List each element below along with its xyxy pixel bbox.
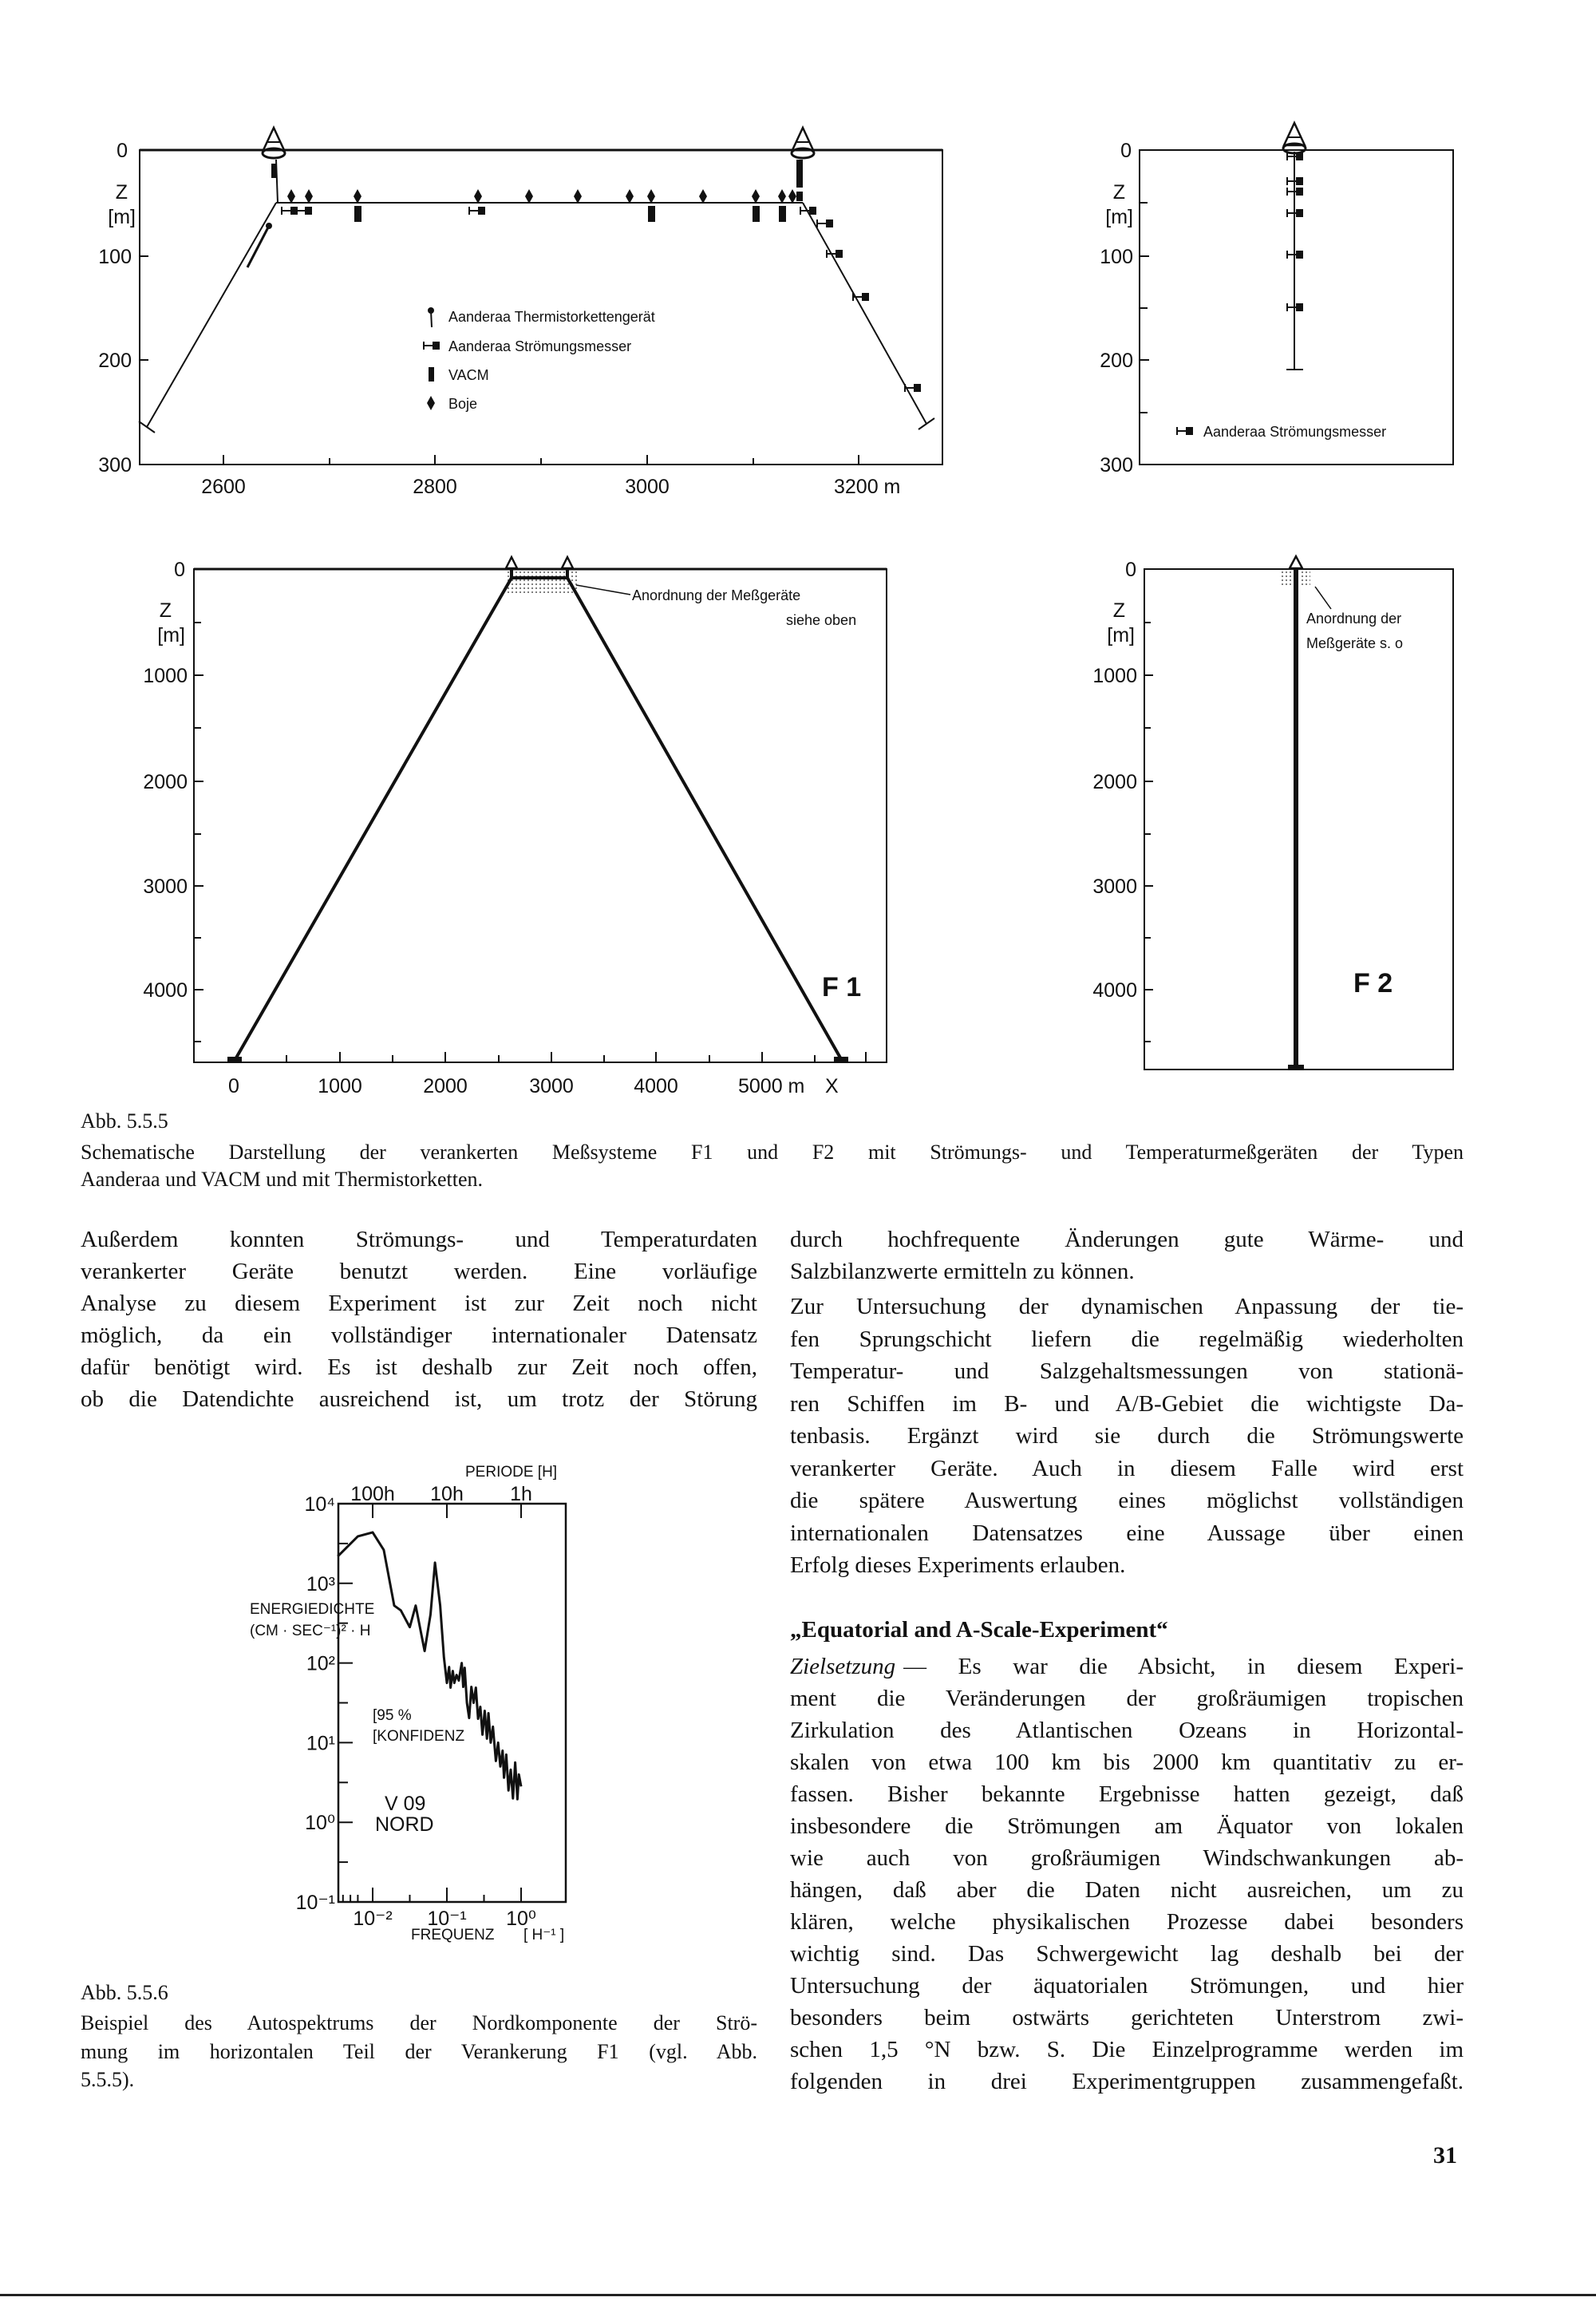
body-text-line: hängen, daß aber die Daten nicht ausreichen, um zu xyxy=(790,1877,1464,1903)
annotation: Anordnung der Meßgeräte xyxy=(632,587,801,603)
y-tick: 4000 xyxy=(143,979,188,1002)
caption-556-line: mung im horizontalen Teil der Verankerung F1 (vgl. Abb. xyxy=(81,2040,757,2063)
panel-a-legend xyxy=(424,307,655,412)
panel-b-f2-detail xyxy=(1100,123,1453,476)
panel-a-mooring-detail xyxy=(98,128,942,498)
body-text-line: Analyse zu diesem Experiment ist zur Zeit noch nicht xyxy=(81,1291,757,1316)
body-text-line: Zur Untersuchung der dynamischen Anpassung der tie- xyxy=(790,1294,1464,1319)
x-tick-label: 10⁻² xyxy=(353,1908,393,1930)
caption-556-number: Abb. 5.5.6 xyxy=(81,1981,168,2004)
body-text-line: die spätere Auswertung eines möglichst vollständigen xyxy=(790,1488,1464,1513)
y-tick-label: 10³ xyxy=(306,1572,335,1595)
page-number: 31 xyxy=(1433,2142,1457,2169)
y-axis-unit: [m] xyxy=(1105,206,1133,228)
legend-thermistor: Aanderaa Thermistorkettengerät xyxy=(448,309,655,325)
body-text-line: verankerter Geräte benutzt werden. Eine vorläufige xyxy=(81,1259,757,1284)
body-text-line: Außerdem konnten Strömungs- und Temperaturdaten xyxy=(81,1227,757,1252)
body-text-line: ment die Veränderungen der großräumigen tropischen xyxy=(790,1686,1464,1711)
annotation: Anordnung der xyxy=(1306,611,1402,627)
y-axis-label-line1: ENERGIEDICHTE xyxy=(250,1601,375,1618)
body-text-line: fen Sprungschicht liefern die regelmäßig wiederholten xyxy=(790,1326,1464,1352)
x-tick: 2600 xyxy=(201,476,246,498)
y-tick: 1000 xyxy=(1092,665,1137,687)
y-tick: 300 xyxy=(98,454,132,476)
y-tick: 2000 xyxy=(143,771,188,793)
body-text-line: schen 1,5 °N bzw. S. Die Einzelprogramme werden im xyxy=(790,2037,1464,2062)
x-tick: 2800 xyxy=(413,476,457,498)
y-tick: 3000 xyxy=(143,876,188,898)
body-text-line: insbesondere die Strömungen am Äquator von lokalen xyxy=(790,1813,1464,1839)
body-text-line: ob die Datendichte ausreichend ist, um trotz der Störung xyxy=(81,1386,757,1412)
spectrum-chart xyxy=(250,1464,566,1943)
vacm-markers xyxy=(354,206,786,222)
paragraph-lead-italic: Zielsetzung xyxy=(790,1654,896,1679)
spectrum-line-v09-nord xyxy=(338,1532,521,1799)
mooring-label-f2: F 2 xyxy=(1353,968,1393,998)
legend-current-meter: Aanderaa Strömungsmesser xyxy=(448,338,632,354)
current-meter-markers xyxy=(282,207,921,392)
body-text-line: verankerter Geräte. Auch in diesem Falle wird erst xyxy=(790,1455,1464,1481)
body-text-line: internationalen Datensatzes eine Aussage über einen xyxy=(790,1520,1464,1546)
body-text-line: Erfolg dieses Experiments erlauben. xyxy=(790,1552,1126,1578)
x-tick: 5000 m xyxy=(738,1075,805,1097)
body-text-line: dafür benötigt wird. Es ist deshalb zur Zeit noch offen, xyxy=(81,1354,757,1380)
section-heading: „Equatorial and A-Scale-Experiment“ xyxy=(790,1617,1168,1643)
y-axis-unit: [m] xyxy=(157,624,185,646)
x-tick: 3000 xyxy=(625,476,670,498)
panel-d-f2-overview xyxy=(1092,556,1453,1070)
top-tick-label: 1h xyxy=(510,1483,532,1505)
x-tick-label: 10⁰ xyxy=(506,1908,536,1930)
body-text-line: skalen von etwa 100 km bis 2000 km quantitativ zu er- xyxy=(790,1750,1464,1775)
y-tick-label: 10⁴ xyxy=(304,1493,335,1516)
top-tick-label: 100h xyxy=(350,1483,395,1505)
x-tick: 3000 xyxy=(529,1075,574,1097)
top-axis-label: PERIODE [H] xyxy=(465,1464,558,1481)
y-tick-label: 10⁻¹ xyxy=(295,1892,335,1914)
y-tick: 1000 xyxy=(143,665,188,687)
body-text-line: klären, welche physikalischen Prozesse dabei besonders xyxy=(790,1909,1464,1935)
y-tick: 200 xyxy=(1100,350,1133,372)
y-tick-label: 10¹ xyxy=(306,1732,335,1755)
buoy-icon xyxy=(1290,556,1302,568)
annotation: Meßgeräte s. o xyxy=(1306,635,1404,651)
body-text-line: ren Schiffen im B- und A/B-Gebiet die wichtigste Da- xyxy=(790,1390,1464,1417)
panel-c-f1-overview xyxy=(143,557,887,1097)
y-axis-label: Z xyxy=(1112,599,1125,622)
buoy-icon xyxy=(792,128,814,158)
x-tick: 2000 xyxy=(423,1075,468,1097)
body-text-line: Zirkulation des Atlantischen Ozeans in Horizontal- xyxy=(790,1718,1464,1743)
body-text-line: wie auch von großräumigen Windschwankungen ab- xyxy=(790,1845,1464,1871)
caption-555-line: Aanderaa und VACM und mit Thermistorketten. xyxy=(81,1168,484,1191)
y-tick: 0 xyxy=(174,559,185,581)
annotation-station: V 09 xyxy=(385,1793,426,1815)
x-tick-label: 10⁻¹ xyxy=(427,1908,467,1930)
body-text-line: Untersuchung der äquatorialen Strömungen, und hier xyxy=(790,1973,1464,1999)
y-tick-label: 10⁰ xyxy=(305,1812,335,1835)
y-tick: 200 xyxy=(98,350,132,372)
y-axis-label-line2: (CM · SEC⁻¹)² · H xyxy=(250,1623,371,1639)
mooring-label-f1: F 1 xyxy=(822,972,862,1002)
x-axis-label: X xyxy=(825,1075,839,1097)
annotation-component: NORD xyxy=(375,1813,434,1836)
body-text-line: wichtig sind. Das Schwergewicht lag deshalb bei der xyxy=(790,1941,1464,1967)
buoy-icon xyxy=(506,557,517,568)
y-tick: 100 xyxy=(1100,246,1133,268)
caption-556-line: 5.5.5). xyxy=(81,2068,135,2091)
buoy-icon xyxy=(562,557,573,568)
annotation-confidence-2: [KONFIDENZ xyxy=(373,1728,465,1745)
y-tick: 100 xyxy=(98,246,132,268)
top-tick-label: 10h xyxy=(430,1483,464,1505)
body-text-line: fassen. Bisher bekannte Ergebnisse hatten gezeigt, daß xyxy=(790,1781,1464,1807)
y-axis-unit: [m] xyxy=(1107,624,1135,646)
body-text-line: folgenden in drei Experimentgruppen zusammengefaßt. xyxy=(790,2069,1464,2094)
boje-markers xyxy=(287,189,796,204)
x-tick: 4000 xyxy=(634,1075,678,1097)
buoy-icon xyxy=(263,128,285,158)
legend-boje: Boje xyxy=(448,396,478,412)
body-text-line: Salzbilanzwerte ermitteln zu können. xyxy=(790,1259,1135,1284)
x-tick: 1000 xyxy=(318,1075,362,1097)
y-tick: 4000 xyxy=(1092,979,1137,1002)
annotation-confidence-1: [95 % xyxy=(373,1707,412,1724)
caption-556-line: Beispiel des Autospektrums der Nordkomponente der Strö- xyxy=(81,2011,757,2034)
legend-current-meter: Aanderaa Strömungsmesser xyxy=(1203,424,1387,440)
caption-555-line: Schematische Darstellung der verankerten Meßsysteme F1 und F2 mit Strömungs- und Temperaturmeßgeräten der Typen xyxy=(81,1141,1464,1164)
x-axis-label: FREQUENZ xyxy=(411,1927,495,1943)
body-text-line: möglich, da ein vollständiger internationaler Datensatz xyxy=(81,1323,757,1348)
x-axis-unit: [ H⁻¹ ] xyxy=(523,1927,565,1943)
y-tick: 3000 xyxy=(1092,876,1137,898)
caption-555-number: Abb. 5.5.5 xyxy=(81,1109,168,1133)
y-tick: 0 xyxy=(117,140,128,162)
y-axis-unit: [m] xyxy=(108,206,136,228)
buoy-icon xyxy=(1283,123,1306,153)
y-tick: 0 xyxy=(1120,140,1132,162)
x-tick: 3200 m xyxy=(834,476,901,498)
y-axis-label: Z xyxy=(159,599,172,622)
y-axis-label: Z xyxy=(1112,181,1125,204)
spectrum-plot-frame xyxy=(338,1504,566,1902)
y-tick: 2000 xyxy=(1092,771,1137,793)
body-text-line: Temperatur- und Salzgehaltsmessungen von stationä- xyxy=(790,1358,1464,1384)
annotation: siehe oben xyxy=(786,612,857,628)
y-tick: 0 xyxy=(1125,559,1136,581)
page-bottom-rule xyxy=(0,2294,1596,2296)
y-axis-label: Z xyxy=(115,181,128,204)
y-tick: 300 xyxy=(1100,454,1133,476)
legend-vacm: VACM xyxy=(448,367,489,383)
body-text-line: durch hochfrequente Änderungen gute Wärme- und xyxy=(790,1227,1464,1252)
x-tick: 0 xyxy=(228,1075,239,1097)
body-text-line: — Es war die Absicht, in diesem Experi- xyxy=(903,1654,1464,1679)
y-tick-label: 10² xyxy=(306,1652,335,1675)
body-text-line: tenbasis. Ergänzt wird sie durch die Strömungswerte xyxy=(790,1423,1464,1449)
body-text-line: besonders beim ostwärts gerichteten Unterstrom zwi- xyxy=(790,2005,1464,2030)
